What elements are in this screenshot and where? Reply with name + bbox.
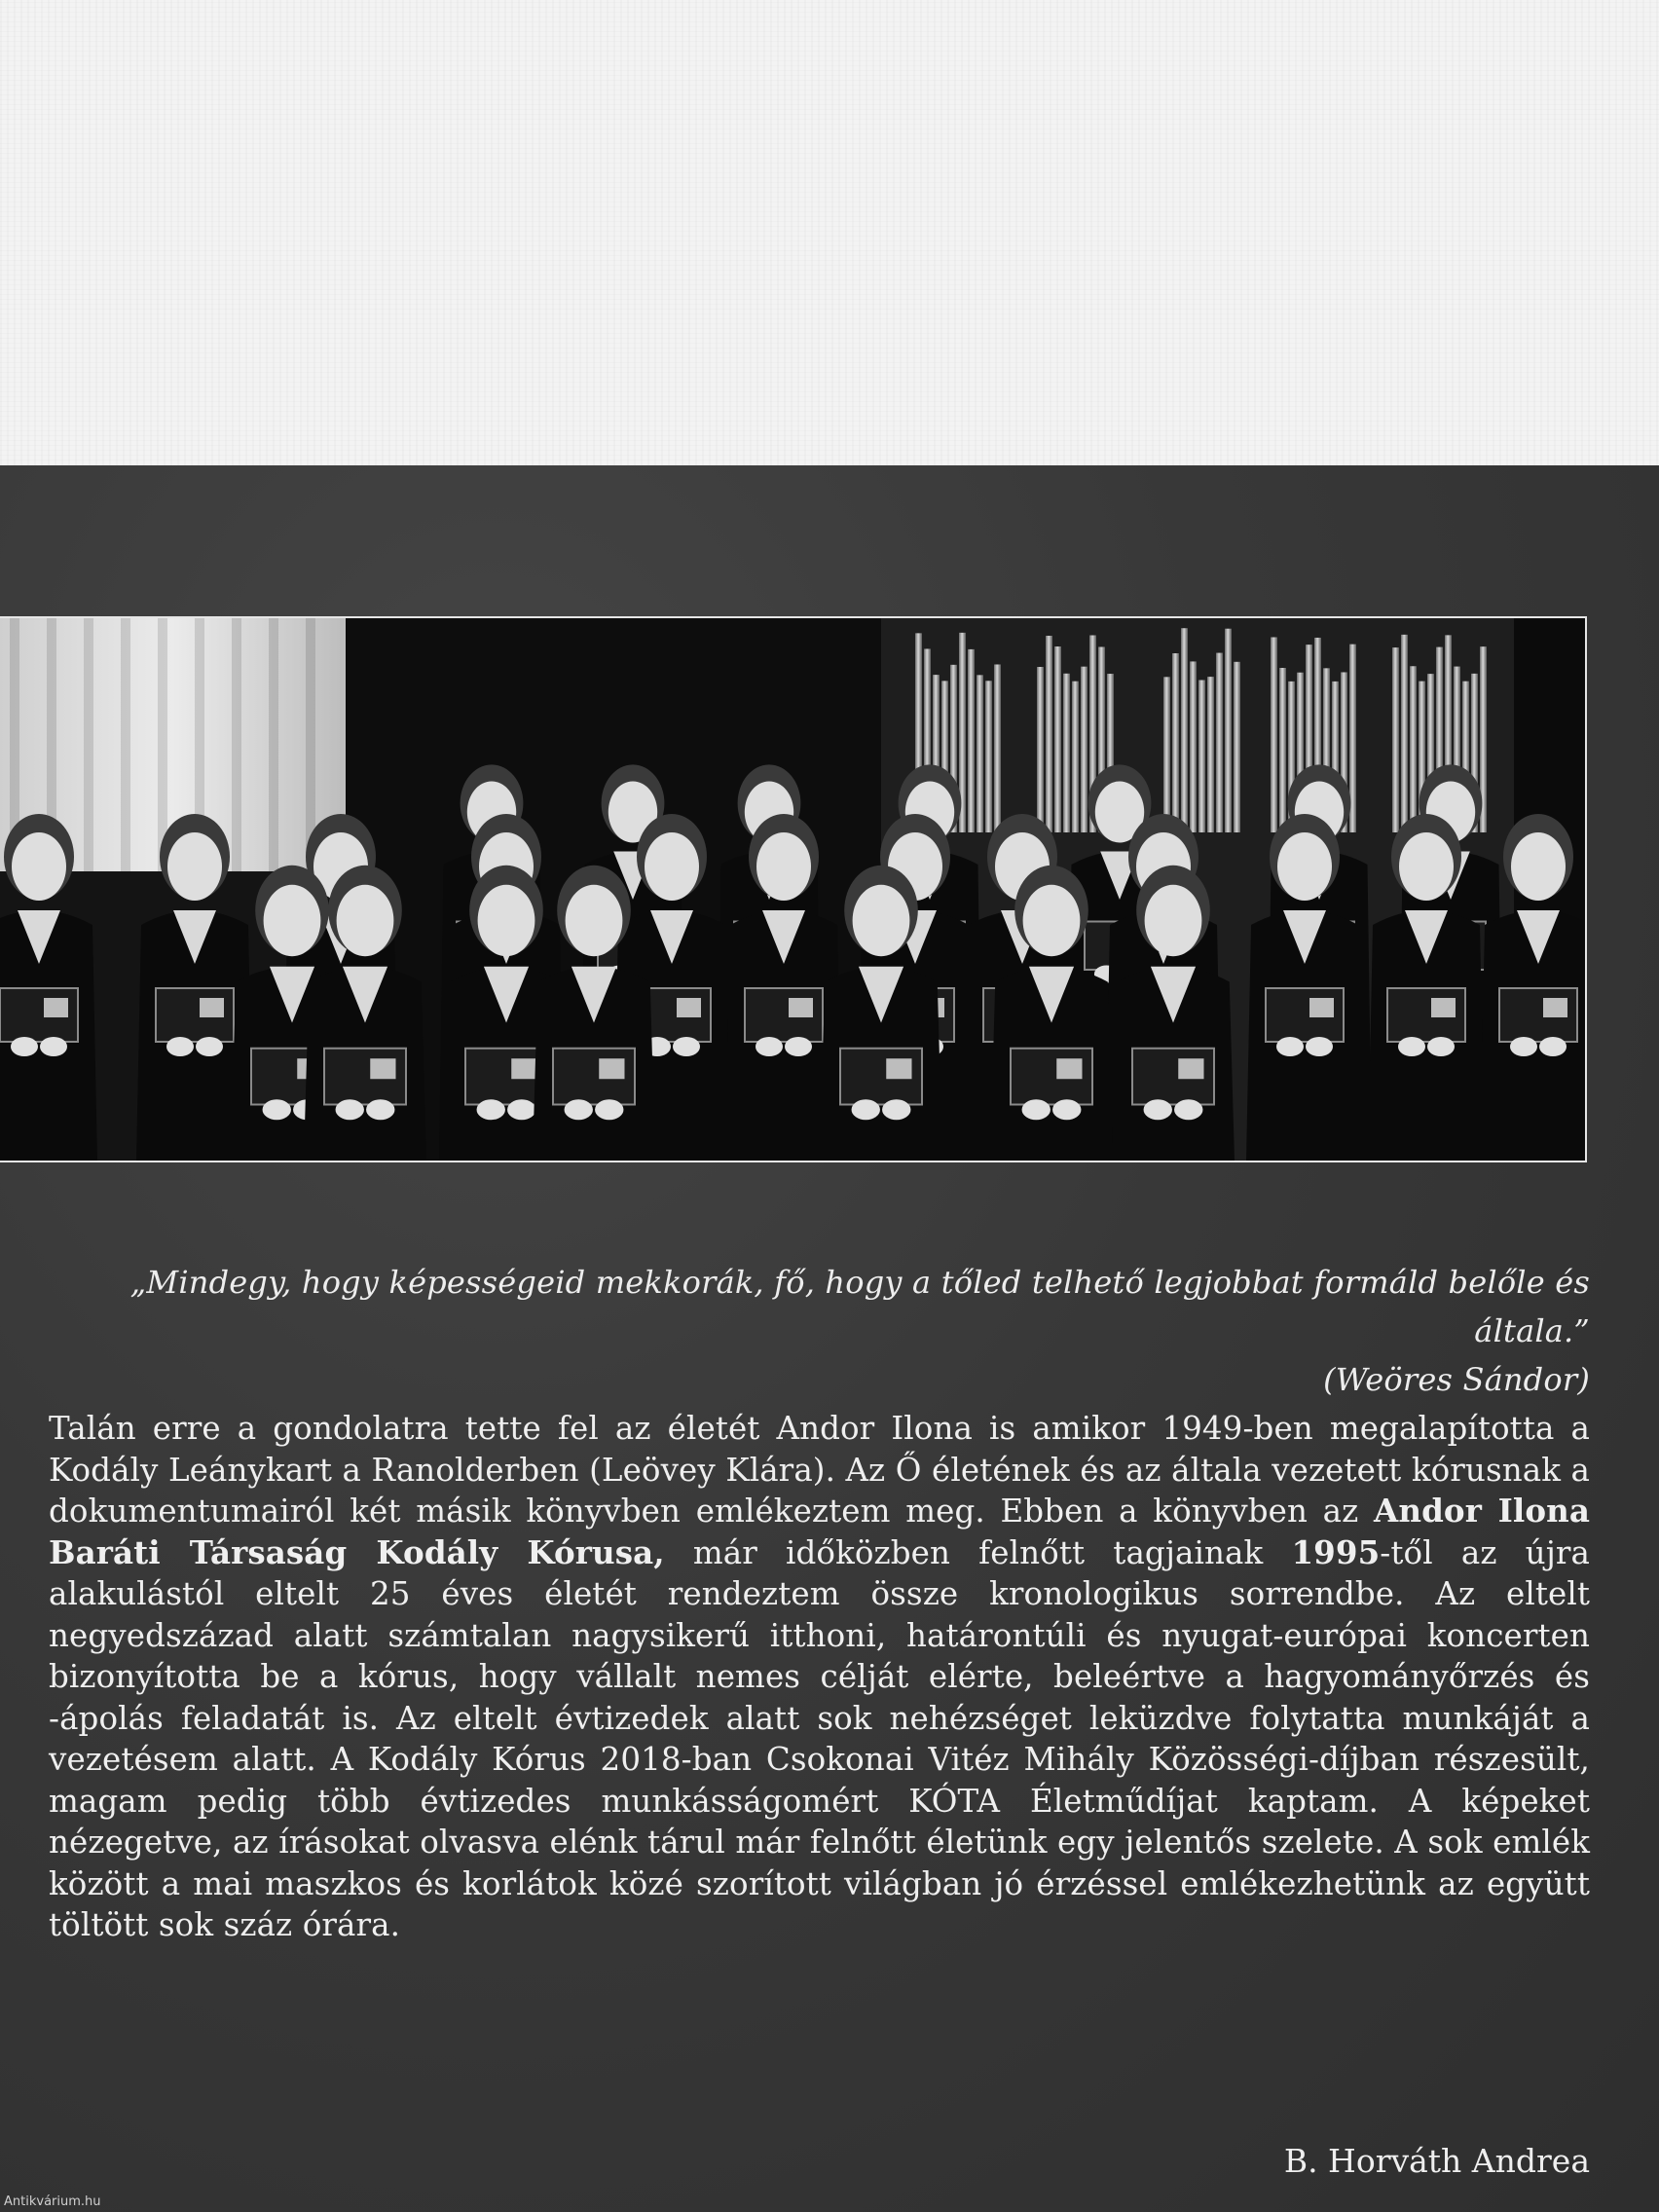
epigraph-quote — [49, 1258, 1590, 1404]
back-cover-blurb — [49, 1408, 1590, 1946]
watermark: Antikvárium.hu — [4, 2194, 101, 2209]
quote-text: „Mindegy, hogy képességeid mekkorák, fő, hogy a tőled telhető legjobbat formáld belőle és általa.” — [129, 1264, 1590, 1349]
blurb-text-1: Talán erre a gondolatra tette fel az életét Andor Ilona is amikor 1949-ben megalapította a Kodály Leánykart a Ranolderben (Leövey Klára). Az Ő életének és az általa vezetett kórusnak a dokumentumairól két másik könyvben emlékeztem meg. Ebben a könyvben az — [49, 1410, 1590, 1530]
author-signature: B. Horváth Andrea — [1283, 2142, 1590, 2180]
blurb-text-2: már időközben felnőtt tagjainak — [664, 1533, 1292, 1571]
choir-photo — [0, 616, 1587, 1162]
blurb-bold-year: 1995 — [1291, 1532, 1381, 1571]
quote-author: (Weöres Sándor) — [1323, 1361, 1590, 1398]
blurb-bold-choir-name: Andor Ilona Baráti Társaság Kodály Kórusa, — [49, 1492, 1590, 1571]
blank-paper-area — [0, 0, 1659, 465]
choir-photo-image — [0, 618, 1585, 1161]
blurb-text-3: -től az újra alakulástól eltelt 25 éves életét rendeztem össze kronologikus sorrendbe. Az eltelt negyedszázad alatt számtalan nagysikerű itthoni, határontúli és nyugat-európai koncerten bizonyította be a kórus, hogy vállalt nemes célját elérte, beleértve a hagyományőrzés és -ápolás feladatát is. Az eltelt évtizedek alatt sok nehézséget leküzdve folytatta munkáját a vezetésem alatt. A Kodály Kórus 2018-ban Csokonai Vitéz Mihály Közösségi-díjban részesült, magam pedig több évtizedes munkásságomért KÓTA Életműdíjat kaptam. A képeket nézegetve, az írásokat olvasva elénk tárul már felnőtt életünk egy jelentős szelete. A sok emlék között a mai maszkos és korlátok közé szorított világban jó érzéssel emlékezhetünk az együtt töltött sok száz órára. — [49, 1533, 1591, 1943]
